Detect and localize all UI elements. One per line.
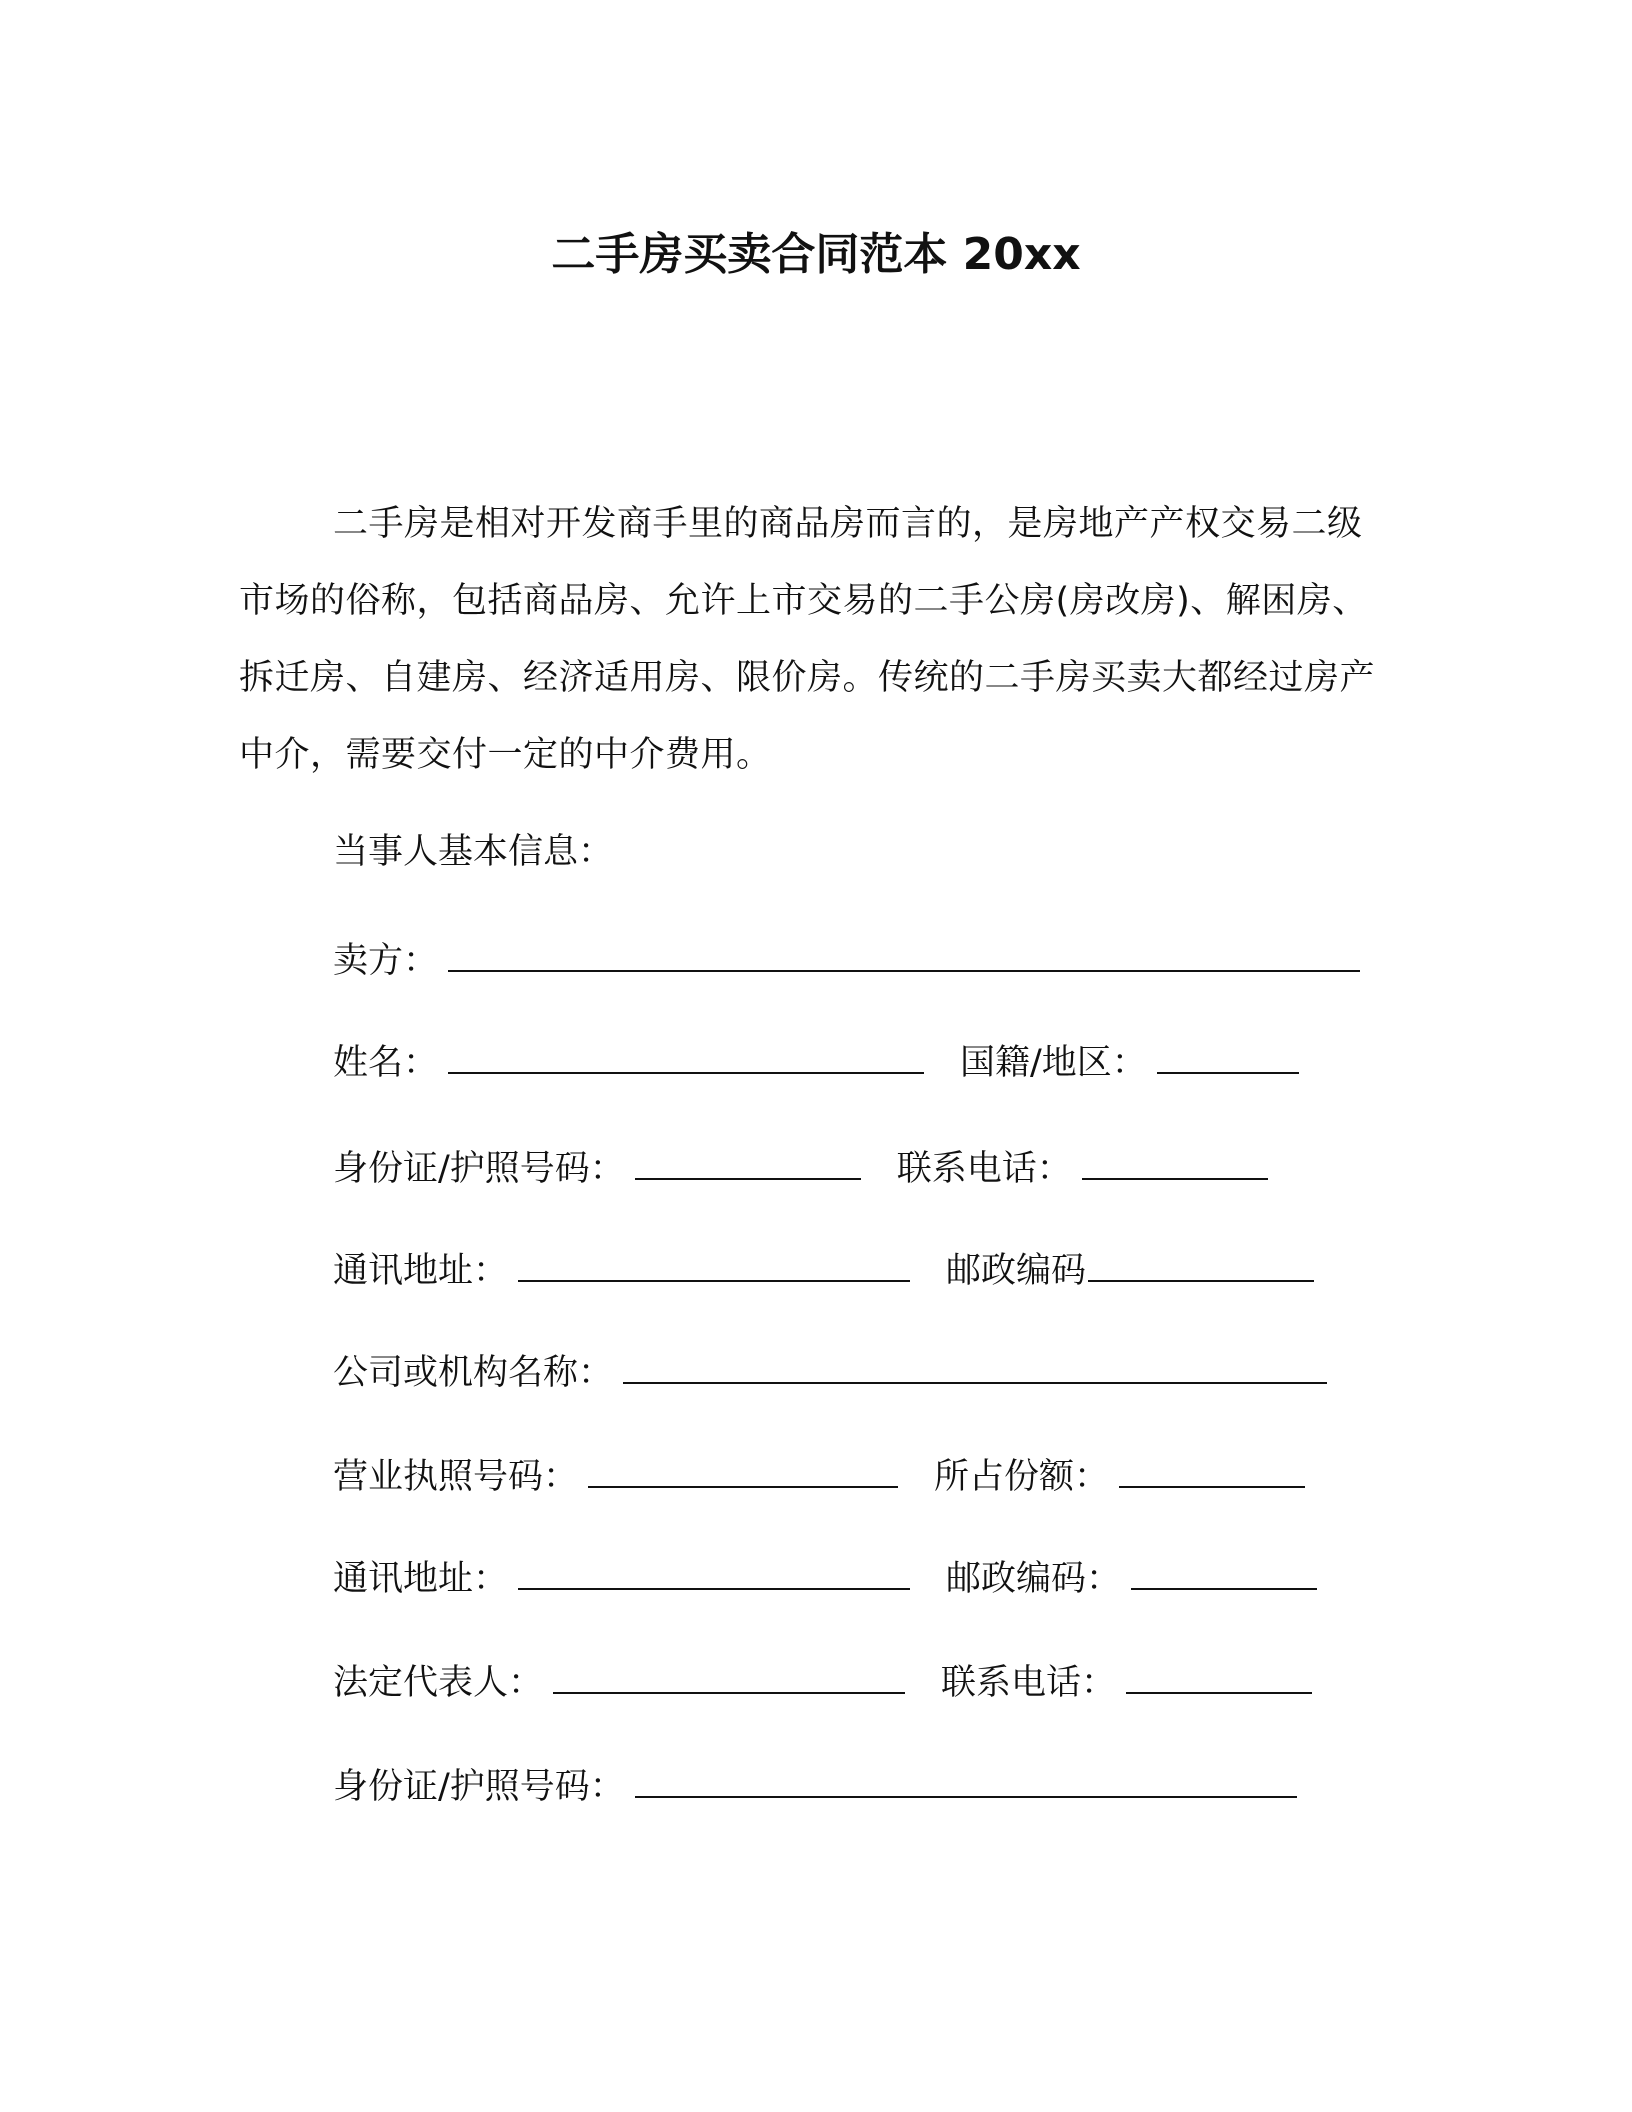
legal-rep-row	[333, 1656, 1312, 1707]
id-number2-label: 身份证/护照号码：	[333, 1767, 625, 1807]
name-row	[333, 1036, 1299, 1087]
share-blank[interactable]	[1119, 1450, 1305, 1488]
seller-label: 卖方：	[333, 941, 439, 981]
id-phone-row	[333, 1142, 1268, 1193]
share-label: 所占份额：	[934, 1457, 1110, 1497]
name-label: 姓名：	[333, 1043, 439, 1083]
intro-paragraph: 二手房是相对开发商手里的商品房而言的，是房地产产权交易二级市场的俗称，包括商品房、允许上市交易的二手公房(房改房)、解困房、拆迁房、自建房、经济适用房、限价房。传统的二手房买卖大都经过房产中介，需要交付一定的中介费用。	[239, 504, 1376, 775]
company-row	[333, 1346, 1327, 1397]
seller-blank[interactable]	[448, 934, 1360, 972]
phone2-label: 联系电话：	[941, 1663, 1117, 1703]
phone-blank[interactable]	[1082, 1142, 1268, 1180]
postcode-blank[interactable]	[1088, 1244, 1314, 1282]
nationality-blank[interactable]	[1157, 1036, 1299, 1074]
id-number2-blank[interactable]	[635, 1760, 1297, 1798]
postcode2-label: 邮政编码：	[946, 1559, 1122, 1599]
nationality-label: 国籍/地区：	[960, 1043, 1147, 1083]
id-number-blank[interactable]	[635, 1142, 861, 1180]
license-label: 营业执照号码：	[333, 1457, 579, 1497]
address-row	[333, 1244, 1314, 1295]
address-label: 通讯地址：	[333, 1251, 509, 1291]
phone-label: 联系电话：	[896, 1149, 1072, 1189]
address2-row	[333, 1552, 1317, 1603]
license-row	[333, 1450, 1305, 1501]
seller-row	[333, 934, 1360, 985]
phone2-blank[interactable]	[1126, 1656, 1312, 1694]
postcode-label: 邮政编码	[946, 1251, 1087, 1291]
legal-rep-blank[interactable]	[553, 1656, 905, 1694]
address-blank[interactable]	[518, 1244, 910, 1282]
license-blank[interactable]	[588, 1450, 898, 1488]
document-title: 二手房买卖合同范本 20xx	[551, 229, 1081, 280]
id-number-label: 身份证/护照号码：	[333, 1149, 625, 1189]
address2-label: 通讯地址：	[333, 1559, 509, 1599]
name-blank[interactable]	[448, 1036, 924, 1074]
legal-rep-label: 法定代表人：	[333, 1663, 544, 1703]
postcode2-blank[interactable]	[1131, 1552, 1317, 1590]
address2-blank[interactable]	[518, 1552, 910, 1590]
company-label: 公司或机构名称：	[333, 1353, 614, 1393]
parties-section-heading: 当事人基本信息：	[333, 832, 614, 872]
company-blank[interactable]	[623, 1346, 1327, 1384]
id2-row	[333, 1760, 1297, 1811]
